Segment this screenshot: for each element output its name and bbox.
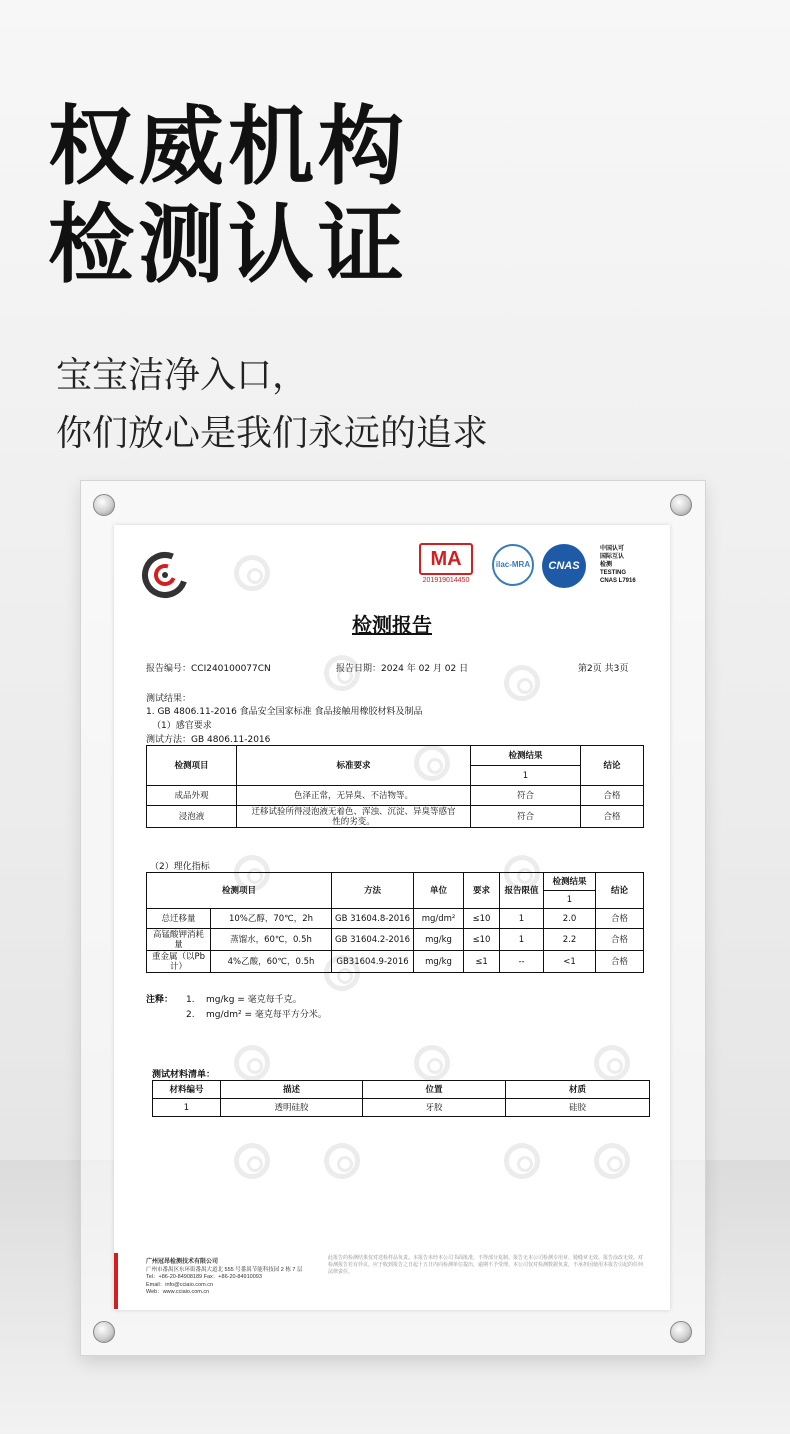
materials-table (152, 1080, 650, 1117)
table-header: 报告限值 (500, 873, 544, 909)
watermark-icon (414, 1045, 450, 1081)
cnas-text-line: 检测 (600, 562, 613, 568)
table-cell: GB31604.9-2016 (332, 951, 414, 973)
table-cell: ≤10 (464, 929, 500, 951)
table-cell: 合格 (596, 909, 644, 929)
table-header: 检测项目 (147, 873, 332, 909)
test-method: 测试方法：GB 4806.11-2016 (146, 735, 271, 745)
table-header: 要求 (464, 873, 500, 909)
note-number: 1. (186, 995, 195, 1005)
table-row (147, 929, 644, 951)
table-cell: 迁移试验所得浸泡液无着色、浑浊、沉淀、异臭等感官性的劣变。 (237, 806, 471, 828)
table-row (147, 909, 644, 929)
sample-number: 1 (471, 766, 581, 786)
watermark-icon (324, 1143, 360, 1179)
table-header: 标准要求 (237, 746, 471, 786)
bolt-top-left (93, 494, 115, 516)
table-cell: 合格 (596, 951, 644, 973)
table-cell: 成品外观 (147, 786, 237, 806)
table-cell: 高锰酸钾消耗量 (147, 929, 211, 951)
sensory-table (146, 745, 644, 828)
report-number: 报告编号：CCI240100077CN (146, 664, 271, 674)
table-cell: 蒸馏水，60℃，0.5h (211, 929, 332, 951)
table-cell: GB 31604.2-2016 (332, 929, 414, 951)
bolt-bottom-left (93, 1321, 115, 1343)
report-date: 报告日期：2024 年 02 月 02 日 (336, 664, 469, 674)
watermark-icon (594, 1143, 630, 1179)
table-cell: 1 (153, 1099, 221, 1117)
test-report-document (114, 525, 670, 1310)
cma-number: 201919014450 (422, 577, 470, 584)
report-title: 检测报告 (352, 613, 432, 637)
table-row (147, 951, 644, 973)
table-cell: 符合 (471, 806, 581, 828)
subline (56, 346, 488, 462)
watermark-icon (594, 1045, 630, 1081)
watermark-icon (504, 1143, 540, 1179)
page-number: 第2页 共3页 (578, 664, 629, 674)
notes-label: 注释： (146, 995, 174, 1005)
table-cell: 2.2 (544, 929, 596, 951)
table-cell: ≤10 (464, 909, 500, 929)
cnas-mark: CNAS (542, 544, 586, 588)
table-cell: 透明硅胶 (221, 1099, 363, 1117)
sensory-heading: （1）感官要求 (152, 721, 212, 731)
watermark-icon (234, 1045, 270, 1081)
table-header: 描述 (221, 1081, 363, 1099)
footer-accent-bar (114, 1253, 118, 1309)
company-contact (146, 1259, 302, 1297)
company-name: 广州冠昂检测技术有限公司 (146, 1259, 219, 1265)
table-cell: <1 (544, 951, 596, 973)
table-header: 位置 (363, 1081, 506, 1099)
watermark-icon (504, 665, 540, 701)
note-item: mg/kg = 毫克每千克。 (206, 995, 302, 1005)
table-row (147, 786, 644, 806)
table-header: 结论 (581, 746, 644, 786)
table-cell: 合格 (581, 786, 644, 806)
physchem-heading: （2）理化指标 (150, 862, 210, 872)
cnas-text-line: CNAS L7916 (600, 578, 636, 584)
physchem-table (146, 872, 644, 973)
ilac-mra-mark: ilac-MRA (492, 544, 534, 586)
cnas-text-line: 国际互认 (600, 554, 625, 560)
headline-line-1: 权威机构 (48, 99, 408, 195)
bolt-top-right (670, 494, 692, 516)
company-email: Email：info@cciaio.com.cn (146, 1281, 214, 1288)
table-cell: 浸泡液 (147, 806, 237, 828)
table-header: 检测结果 (544, 873, 596, 891)
cnas-text-line: TESTING (600, 570, 627, 576)
company-tel: Tel：+86-20-84908189 Fax：+86-20-84910093 (146, 1274, 262, 1280)
cnas-accreditation-text (600, 545, 652, 585)
notes (146, 993, 327, 1023)
table-header: 材质 (506, 1081, 650, 1099)
headline-line-2: 检测认证 (48, 197, 408, 293)
table-cell: 合格 (581, 806, 644, 828)
watermark-icon (234, 1143, 270, 1179)
table-cell: 1 (500, 929, 544, 951)
table-header: 方法 (332, 873, 414, 909)
sample-number: 1 (544, 891, 596, 909)
cma-mark (419, 543, 473, 585)
cnas-text-line: 中国认可 (600, 546, 625, 552)
note-item: mg/dm² = 毫克每平方分米。 (206, 1010, 327, 1020)
note-number: 2. (186, 1010, 195, 1020)
company-address: 广州市番禺区东环街番禺大道北 555 号番禺节能科技园 2 栋 7 层 (146, 1266, 303, 1273)
cma-label: MA (419, 543, 473, 575)
table-cell: 10%乙醇，70℃，2h (211, 909, 332, 929)
table-cell: 总迁移量 (147, 909, 211, 929)
subline-line-1: 宝宝洁净入口， (56, 354, 309, 395)
subline-line-2: 你们放心是我们永远的追求 (56, 412, 489, 453)
table-header: 单位 (414, 873, 464, 909)
table-cell: 色泽正常，无异臭、不洁物等。 (237, 786, 471, 806)
table-row (147, 806, 644, 828)
table-row (153, 1099, 650, 1117)
table-cell: 牙胶 (363, 1099, 506, 1117)
table-cell: 1 (500, 909, 544, 929)
table-cell: 符合 (471, 786, 581, 806)
table-cell: 合格 (596, 929, 644, 951)
watermark-icon (234, 555, 270, 591)
table-header: 材料编号 (153, 1081, 221, 1099)
table-header: 检测项目 (147, 746, 237, 786)
materials-heading: 测试材料清单： (152, 1070, 216, 1080)
table-cell: mg/dm² (414, 909, 464, 929)
table-header: 结论 (596, 873, 644, 909)
bolt-bottom-right (670, 1321, 692, 1343)
company-web: Web：www.cciaio.com.cn (146, 1289, 210, 1295)
table-cell: -- (500, 951, 544, 973)
table-cell: ≤1 (464, 951, 500, 973)
table-cell: mg/kg (414, 929, 464, 951)
result-heading: 测试结果： (146, 694, 192, 704)
headline (48, 98, 408, 294)
table-cell: 重金属（以Pb计） (147, 951, 211, 973)
table-cell: mg/kg (414, 951, 464, 973)
company-logo-icon (141, 551, 189, 599)
table-cell: GB 31604.8-2016 (332, 909, 414, 929)
table-cell: 2.0 (544, 909, 596, 929)
table-header: 检测结果 (471, 746, 581, 766)
table-cell: 硅胶 (506, 1099, 650, 1117)
disclaimer-text: 此报告的检测结果仅对送检样品负责。本报告未经本公司书面批准，不得部分复制。报告无本公司检测专用章、骑缝章无效。报告涂改无效。对检测报告若有异议，应于收到报告之日起十五日内向检测单位提出，逾期不予受理。本公司仅对检测数据负责，不承担因使用本报告引起的任何法律责任。 (328, 1255, 644, 1275)
table-cell: 4%乙酸，60℃，0.5h (211, 951, 332, 973)
standard-line: 1. GB 4806.11-2016 食品安全国家标准 食品接触用橡胶材料及制品 (146, 707, 423, 717)
